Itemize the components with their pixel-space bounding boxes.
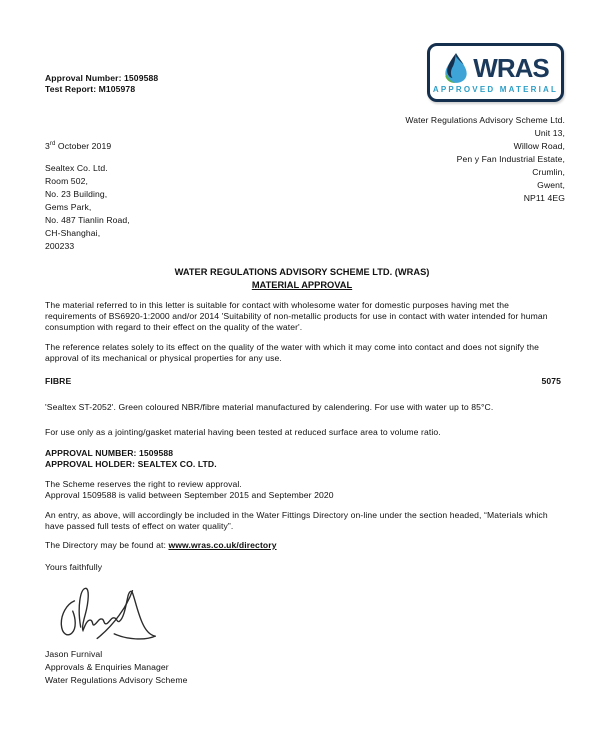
letter-title: [0, 266, 604, 292]
recipient-line: No. 487 Tianlin Road,: [45, 215, 130, 225]
directory-link[interactable]: www.wras.co.uk/directory: [168, 540, 277, 550]
material-code: 5075: [541, 376, 561, 386]
paragraph-suitability: The material referred to in this letter is suitable for contact with wholesome water for domestic purposes having met the requirements of BS6920-1:2000 and/or 2014 'Suitability of non-metallic products for use in contact with water intended for human consumption with regard to their effect on the quality of the water'.: [45, 300, 548, 332]
recipient-address: [45, 162, 130, 253]
sender-line: Willow Road,: [513, 141, 565, 151]
date-rest: October 2019: [55, 141, 112, 151]
recipient-line: Room 502,: [45, 176, 88, 186]
recipient-line: CH-Shanghai,: [45, 228, 101, 238]
title-line-2: MATERIAL APPROVAL: [251, 280, 353, 290]
water-drop-icon: [442, 52, 470, 84]
recipient-line: Gems Park,: [45, 202, 92, 212]
review-line: The Scheme reserves the right to review approval.: [45, 479, 242, 489]
wras-tagline: APPROVED MATERIAL: [432, 85, 559, 94]
recipient-line: Sealtex Co. Ltd.: [45, 163, 108, 173]
handwritten-signature: [48, 577, 168, 643]
date-day: 3: [45, 141, 50, 151]
sender-line: Crumlin,: [532, 167, 565, 177]
paragraph-use-restriction: For use only as a jointing/gasket material having been tested at reduced surface area to volume ratio.: [45, 427, 441, 437]
reference-block: [45, 73, 158, 95]
title-line-1: WATER REGULATIONS ADVISORY SCHEME LTD. (WRAS): [174, 267, 430, 277]
sender-address: [405, 114, 565, 205]
wras-logo-row: [442, 52, 548, 84]
sender-line: Water Regulations Advisory Scheme Ltd.: [405, 115, 565, 125]
directory-line: [45, 540, 561, 551]
sender-line: Gwent,: [537, 180, 565, 190]
directory-prefix: The Directory may be found at:: [45, 540, 169, 550]
sender-line: Unit 13,: [534, 128, 565, 138]
material-name: FIBRE: [45, 376, 72, 386]
test-report-line: Test Report: M105978: [45, 83, 136, 94]
paragraph-material-description: 'Sealtex ST-2052'. Green coloured NBR/fibre material manufactured by calendering. For use with water up to 85°C.: [45, 402, 494, 412]
approval-details: [45, 448, 561, 470]
paragraph-reference: The reference relates solely to its effect on the quality of the water with which it may come into contact and does not signify the approval of its mechanical or physical properties for any use.: [45, 342, 539, 363]
sender-line: Pen y Fan Industrial Estate,: [456, 154, 565, 164]
recipient-line: 200233: [45, 241, 75, 251]
sender-line: NP11 4EG: [523, 193, 565, 203]
signoff-block: [45, 648, 187, 686]
letter-date: [45, 141, 111, 152]
approval-number-line: Approval Number: 1509588: [45, 73, 159, 83]
wras-wordmark: WRAS: [473, 53, 549, 83]
signoff-role: Approvals & Enquiries Manager: [45, 661, 169, 672]
material-row: [45, 376, 561, 387]
validity-line: Approval 1509588 is valid between September 2015 and September 2020: [45, 489, 334, 500]
signoff-org: Water Regulations Advisory Scheme: [45, 674, 188, 685]
approval-holder-detail: APPROVAL HOLDER: SEALTEX CO. LTD.: [45, 458, 217, 469]
date-ordinal: rd: [49, 141, 56, 148]
closing-line: Yours faithfully: [45, 562, 103, 572]
recipient-line: No. 23 Building,: [45, 189, 108, 199]
wras-logo: [427, 43, 564, 102]
signoff-name: Jason Furnival: [45, 649, 103, 659]
review-block: [45, 479, 561, 501]
approval-number-detail: APPROVAL NUMBER: 1509588: [45, 448, 174, 458]
paragraph-directory-entry: An entry, as above, will accordingly be included in the Water Fittings Directory on-line under the section headed, “Materials which have passed full tests of effect on water quality”.: [45, 510, 548, 531]
